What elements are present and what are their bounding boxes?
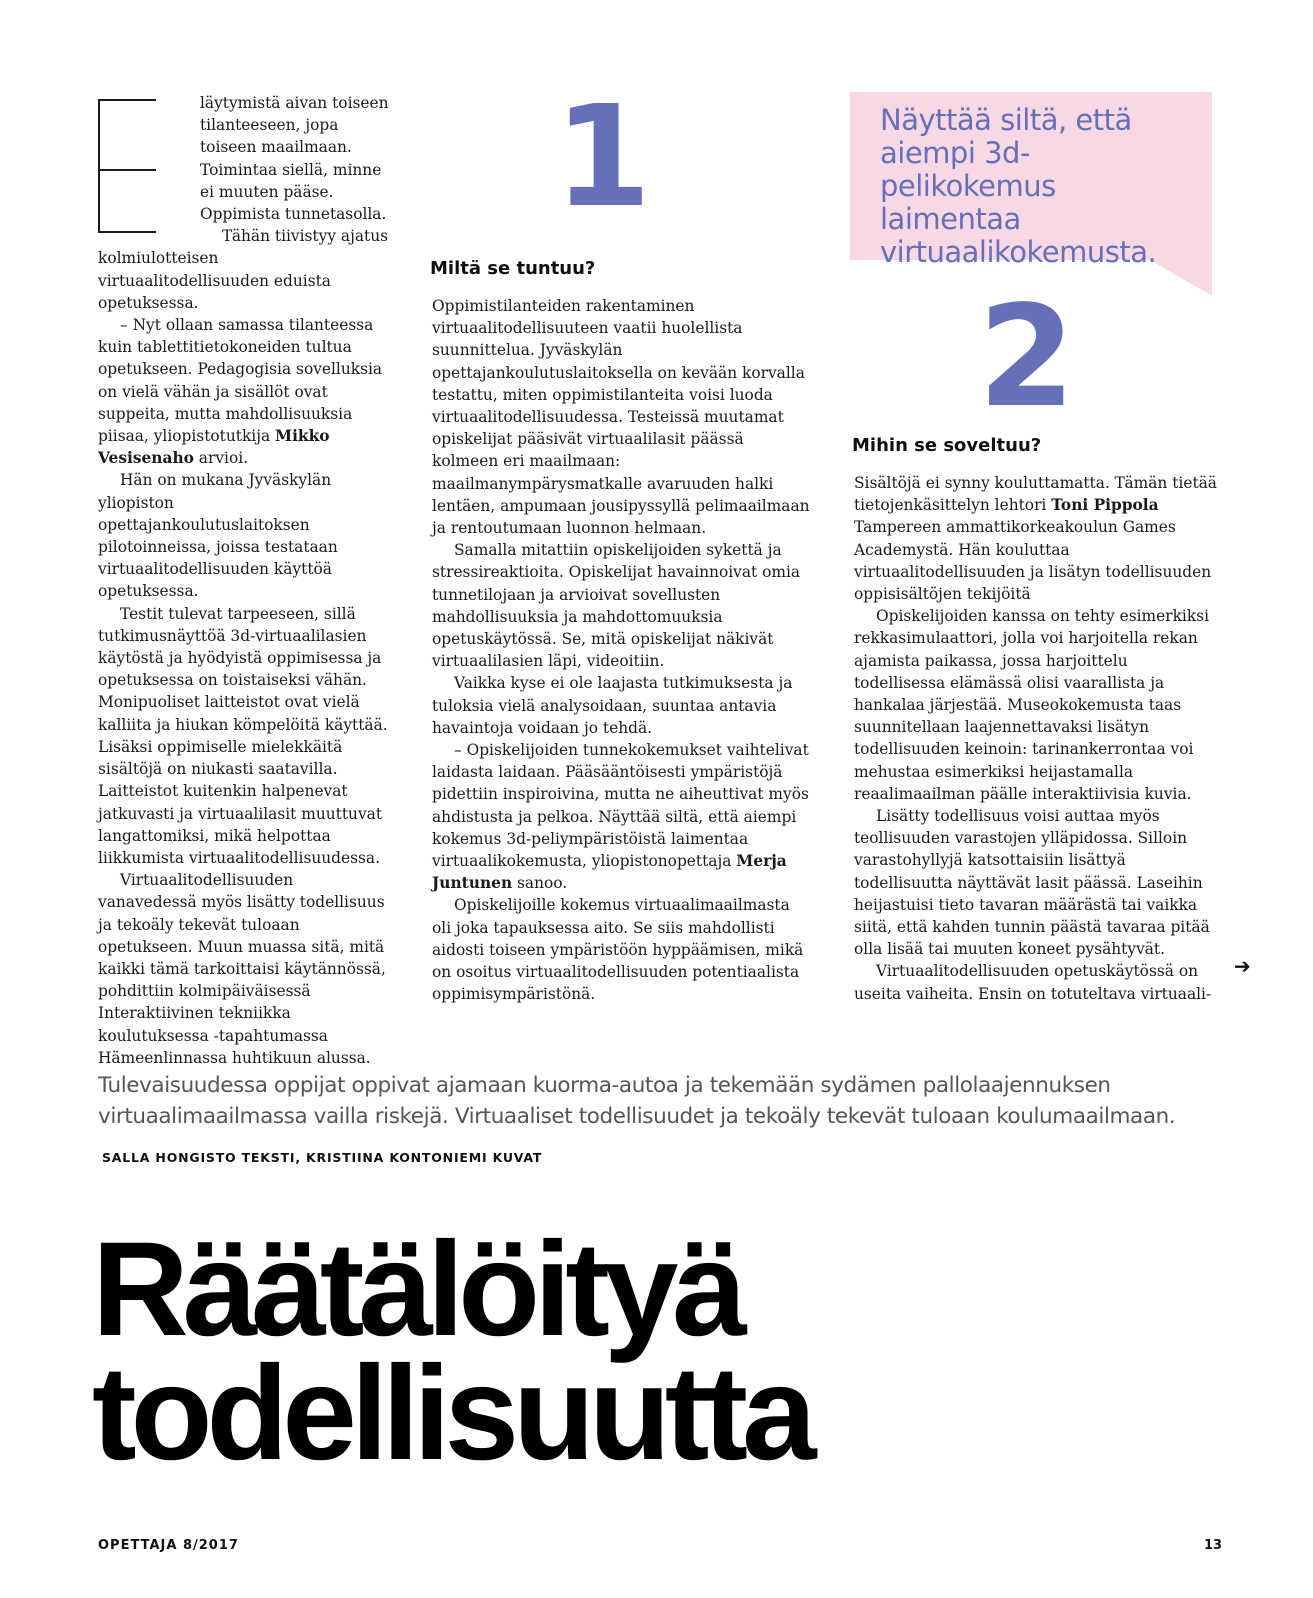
byline: SALLA HONGISTO TEKSTI, KRISTIINA KONTONIEMI KUVAT xyxy=(102,1150,543,1165)
paragraph: Virtuaalitodellisuuden opetuskäytössä on useita vaiheita. Ensin on totuteltava virtuaali- xyxy=(854,962,1212,1003)
article-column-1 xyxy=(98,92,390,1069)
magazine-issue: OPETTAJA 8/2017 xyxy=(98,1538,239,1553)
paragraph: Hän on mukana Jyväskylän yliopiston opettajankoulutuslaitoksen pilotoinneissa, joissa testataan virtuaalitodellisuuden käyttöä opetuksessa. xyxy=(98,471,338,601)
section-number-1: 1 xyxy=(554,76,652,239)
paragraph: Oppimistilanteiden rakentaminen virtuaalitodellisuuteen vaatii huolellista suunnittelua. Jyväskylän opettajankoulutuslaitoksella on kevään korvalla testattu, miten oppimistilanteita voisi luoda virtuaalitodellisuudessa. Testeissä muutamat opiskelijat pääsivät virtuaalilasit päässä kolmeen eri maailmaan: maailmanympärysmatkalle avaruuden halki lentäen, ampumaan jousipyssyllä pelimaailmaan ja rentoutumaan luonnon helmaan. xyxy=(432,297,810,538)
article-lead: Tulevaisuudessa oppijat oppivat ajamaan kuorma-autoa ja tekemään sydämen pallolaajennuksen virtuaalimaailmassa vailla riskejä. Virtuaaliset todellisuudet ja tekoäly tekevät tuloaan koulumaailmaan. xyxy=(98,1073,1176,1129)
paragraph: Opiskelijoiden kanssa on tehty esimerkiksi rekkasimulaattori, jolla voi harjoitella rekan ajamista paikassa, jossa harjoittelu todellisessa elämässä olisi vaarallista ja hankalaa järjestää. Museokokemusta taas suunnitellaan laajennettavaksi lisätyn todellisuuden keinoin: tarinankerrontaa voi mehustaa esimerkiksi heijastamalla reaalimaailman päälle interaktiivisia kuvia. xyxy=(854,607,1210,803)
paragraph: – Opiskelijoiden tunnekokemukset vaihtelivat laidasta laidaan. Pääsääntöisesti ympäristöjä pidettiin inspiroivina, mutta ne aiheuttivat myös ahdistusta ja pelkoa. Näyttää siltä, että aiempi kokemus 3d-peliympäristöistä laimentaa virtuaalikokemusta, yliopistonopettaja Merja Juntunen sanoo. xyxy=(432,741,809,893)
paragraph: Lisätty todellisuus voisi auttaa myös teollisuuden varastojen ylläpidossa. Silloin varastohyllyjä katsottaisiin lisättyä todellisuutta näyttävät lasit päässä. Laseihin heijastuisi tieto tavaran määrästä tai vaikka siitä, että kahden tunnin päästä tavaraa pitää olla lisää tai muuten koneet pysähtyvät. xyxy=(854,807,1210,959)
paragraph: – Nyt ollaan samassa tilanteessa kuin tablettitietokoneiden tultua opetukseen. Pedagogisia sovelluksia on vielä vähän ja sisällöt ovat suppeita, mutta mahdollisuuksia piisaa, yliopistotutkija Mikko Vesisenaho arvioi. xyxy=(98,316,383,468)
paragraph: Samalla mitattiin opiskelijoiden sykettä ja stressireaktioita. Opiskelijat havainnoivat omia tunnetilojaan ja arvioivat sovellusten mahdollisuuksia ja mahdottomuuksia opetuskäytössä. Se, mitä opiskelijat näkivät virtuaalilasien läpi, videoitiin. xyxy=(432,541,801,671)
section-heading-1: Miltä se tuntuu? xyxy=(430,258,596,279)
article-column-2 xyxy=(432,295,812,1006)
headline-line-2: todellisuutta xyxy=(92,1339,811,1488)
article-column-3 xyxy=(854,472,1220,1005)
paragraph: Tähän tiivistyy ajatus kolmiulotteisen virtuaalitodellisuuden eduista opetuksessa. xyxy=(98,227,389,312)
section-number-2: 2 xyxy=(978,276,1076,439)
pull-quote: Näyttää siltä, että aiempi 3d-pelikokemus laimentaa virtuaalikokemusta. xyxy=(880,103,1157,269)
section-heading-2: Mihin se soveltuu? xyxy=(852,435,1042,456)
person-name: Toni Pippola xyxy=(1051,496,1159,515)
paragraph: Virtuaalitodellisuuden vanavedessä myös lisätty todellisuus ja tekoäly tekevät tuloaan opetukseen. Muun muassa sitä, mitä kaikki tämä tarkoittaisi käytännössä, pohdittiin kolmipäiväisessä Interaktiivinen tekniikka koulutuksessa -tapahtumassa Hämeenlinnassa huhtikuun alussa. xyxy=(98,871,386,1067)
headline-line-1: Räätälöityä xyxy=(92,1215,741,1364)
paragraph: Sisältöjä ei synny kouluttamatta. Tämän tietää tietojenkäsittelyn lehtori Toni Pippola Tampereen ammattikorkeakoulun Games Academystä. Hän kouluttaa virtuaalitodellisuuden ja lisätyn todellisuuden oppisisältöjen tekijöitä xyxy=(854,474,1217,604)
paragraph: Testit tulevat tarpeeseen, sillä tutkimusnäyttöä 3d-virtuaalilasien käytöstä ja hyödyistä oppimisessa ja opetuksessa on toistaiseksi vähän. Monipuoliset laitteistot ovat vielä kalliita ja hiukan kömpelöitä käyttää. Lisäksi oppimiselle mielekkäitä sisältöjä on niukasti saatavilla. Laitteistot kuitenkin halpenevat jatkuvasti ja virtuaalilasit muuttuvat langattomiksi, mikä helpottaa liikkumista virtuaalitodellisuudessa. xyxy=(98,604,388,867)
paragraph: Vaikka kyse ei ole laajasta tutkimuksesta ja tuloksia vielä analysoidaan, suuntaa antavia havaintoja voidaan jo tehdä. xyxy=(432,674,793,737)
paragraph: läytymistä aivan toiseen tilanteeseen, jopa toiseen maailmaan. Toimintaa siellä, minne ei muuten pääse. Oppimista tunnetasolla. xyxy=(200,94,389,224)
person-name: Merja Juntunen xyxy=(432,852,787,893)
person-name: Mikko Vesisenaho xyxy=(98,427,330,468)
paragraph: Opiskelijoille kokemus virtuaalimaailmasta oli joka tapauksessa aito. Se siis mahdollisti aidosti toiseen ympäristöön hyppäämisen, mikä on osoitus virtuaalitodellisuuden potentiaalista oppimisympäristönä. xyxy=(432,896,804,1004)
drop-cap-e xyxy=(98,99,152,233)
page-number: 13 xyxy=(1204,1538,1223,1553)
continue-arrow-icon: ➔ xyxy=(1234,954,1251,978)
headline xyxy=(92,1215,1272,1488)
